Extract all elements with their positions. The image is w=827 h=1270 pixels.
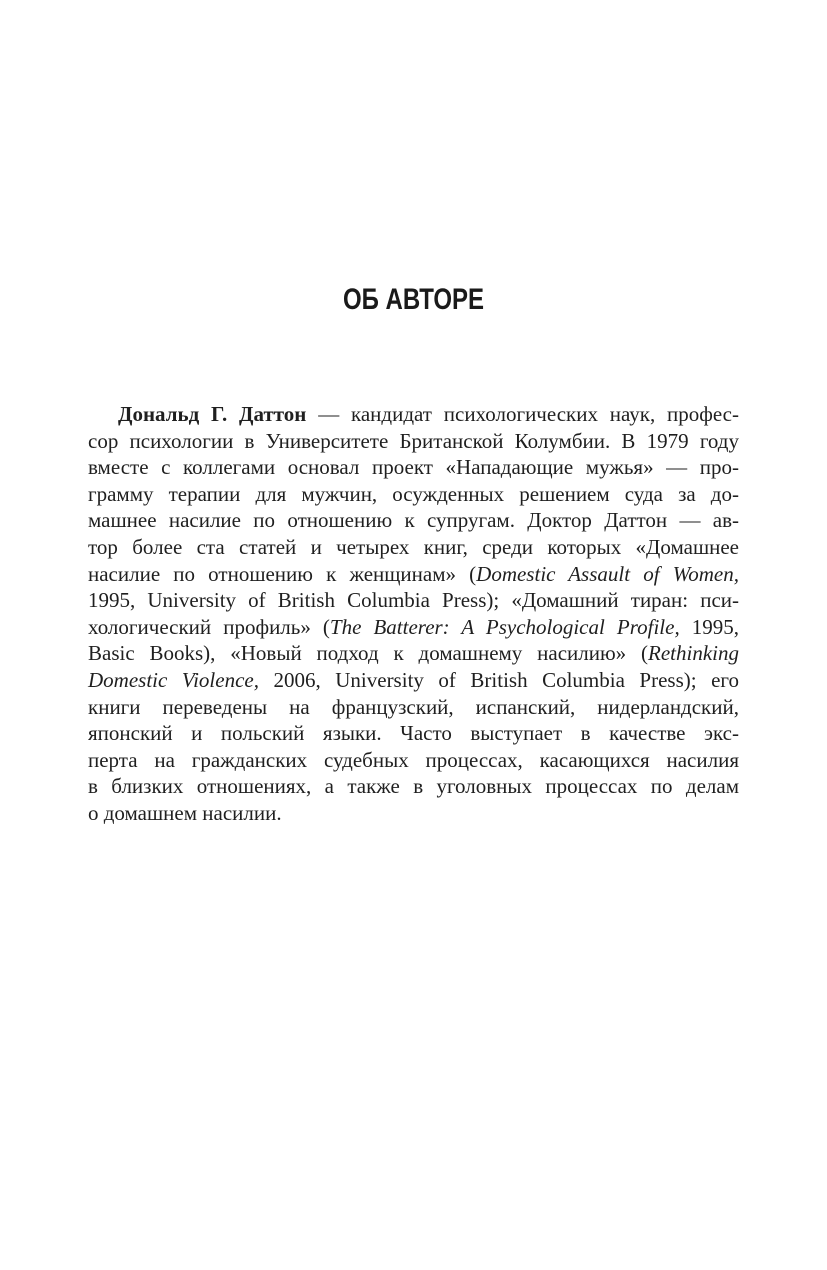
bio-line: насилие по отношению к женщинам» (Domestic Assault of Women, [88, 561, 739, 586]
book-title-italic: Domestic Violence, [88, 667, 259, 692]
bio-line: Дональд Г. Даттон — кандидат психологических наук, профес- [118, 402, 739, 426]
bio-line: о домашнем насилии. [88, 800, 282, 825]
bio-line: 1995, University of British Columbia Press); «Домашний тиран: пси- [88, 588, 739, 613]
book-title-italic: Rethinking [648, 641, 739, 666]
author-bio-paragraph [88, 401, 739, 827]
bio-line: Basic Books), «Новый подход к домашнему насилию» (Rethinking [88, 641, 739, 666]
bio-line: грамму терапии для мужчин, осужденных решением суда за до- [88, 481, 739, 506]
bio-line: сор психологии в Университете Британской Колумбии. В 1979 году [88, 428, 739, 453]
bio-line: в близких отношениях, а также в уголовных процессах по делам [88, 774, 739, 799]
bio-line: машнее насилие по отношению к супругам. Доктор Даттон — ав- [88, 508, 739, 533]
author-name: Дональд Г. Даттон [118, 402, 307, 426]
bio-line: тор более ста статей и четырех книг, среди которых «Домашнее [88, 534, 739, 559]
bio-line: японский и польский языки. Часто выступает в качестве экс- [88, 721, 739, 746]
section-heading: ОБ АВТОРЕ [342, 283, 485, 316]
book-title-italic: The Batterer: A Psychological Profile, [329, 614, 680, 639]
bio-line: перта на гражданских судебных процессах, касающихся насилия [88, 747, 739, 772]
book-title-italic: Domestic Assault of Women, [476, 561, 739, 586]
bio-line: Domestic Violence, 2006, University of British Columbia Press); его [88, 667, 740, 692]
bio-line: хологический профиль» (The Batterer: A Psychological Profile, 1995, [88, 614, 740, 639]
bio-line: книги переведены на французский, испанский, нидерландский, [88, 694, 739, 719]
bio-line: вместе с коллегами основал проект «Нападающие мужья» — про- [88, 455, 739, 480]
